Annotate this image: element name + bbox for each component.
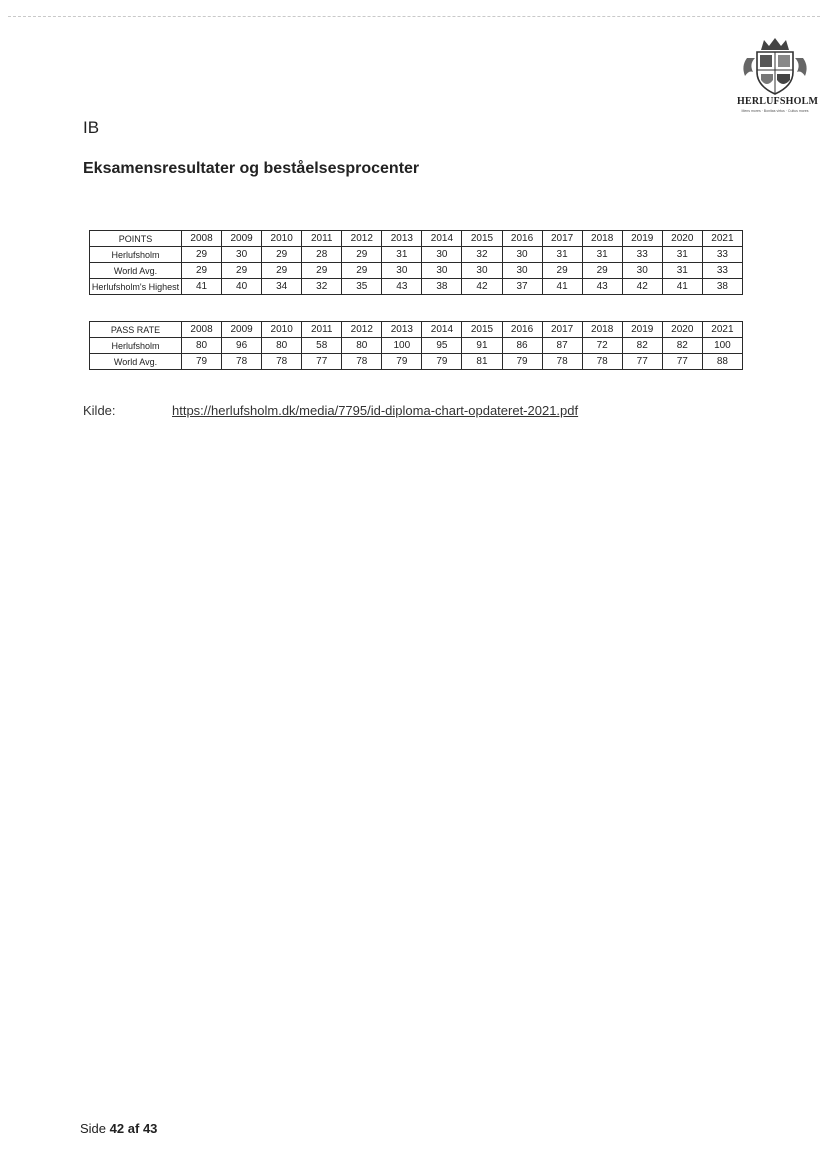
value-cell: 30 [462,263,502,279]
section-label: IB [83,118,100,137]
year-header-cell: 2017 [542,231,582,247]
value-cell: 100 [702,338,742,354]
year-header-cell: 2011 [302,322,342,338]
value-cell: 58 [302,338,342,354]
year-header-cell: 2013 [382,231,422,247]
page-number-footer [80,1121,157,1136]
source-link[interactable]: https://herlufsholm.dk/media/7795/id-diploma-chart-opdateret-2021.pdf [172,403,579,418]
value-cell: 82 [662,338,702,354]
year-header-cell: 2015 [462,231,502,247]
value-cell: 91 [462,338,502,354]
value-cell: 78 [342,354,382,370]
value-cell: 31 [382,247,422,263]
year-header-cell: 2016 [502,322,542,338]
table-row [90,338,743,354]
year-header-cell: 2011 [302,231,342,247]
value-cell: 100 [382,338,422,354]
value-cell: 33 [702,247,742,263]
value-cell: 34 [262,279,302,295]
row-label-cell: World Avg. [90,354,182,370]
value-cell: 38 [422,279,462,295]
value-cell: 72 [582,338,622,354]
value-cell: 31 [542,247,582,263]
value-cell: 42 [462,279,502,295]
table-row [90,354,743,370]
value-cell: 37 [502,279,542,295]
value-cell: 30 [422,247,462,263]
logo-wordmark: HERLUFSHOLM [737,96,819,107]
value-cell: 43 [582,279,622,295]
year-header-cell: 2021 [702,322,742,338]
footer-page: 42 [109,1121,125,1136]
row-label-cell: Herlufsholm [90,338,182,354]
value-cell: 29 [582,263,622,279]
year-header-cell: 2013 [382,322,422,338]
value-cell: 78 [542,354,582,370]
year-header-cell: 2009 [222,322,262,338]
row-label-cell: Herlufsholm [90,247,182,263]
value-cell: 78 [262,354,302,370]
year-header-cell: 2015 [462,322,502,338]
value-cell: 42 [622,279,662,295]
herlufsholm-logo [737,36,819,118]
value-cell: 30 [502,263,542,279]
source-label: Kilde: [83,403,116,418]
points-table [89,230,743,295]
footer-separator: af [127,1121,140,1136]
value-cell: 82 [622,338,662,354]
year-header-cell: 2012 [342,322,382,338]
value-cell: 35 [342,279,382,295]
value-cell: 29 [262,247,302,263]
footer-prefix: Side [80,1121,107,1136]
value-cell: 29 [342,263,382,279]
year-header-cell: 2017 [542,322,582,338]
value-cell: 88 [702,354,742,370]
top-divider [8,16,820,17]
year-header-cell: 2019 [622,322,662,338]
value-cell: 87 [542,338,582,354]
year-header-cell: 2012 [342,231,382,247]
year-header-cell: 2019 [622,231,662,247]
table-row [90,279,743,295]
value-cell: 79 [502,354,542,370]
table-corner-header: PASS RATE [90,322,182,338]
year-header-cell: 2010 [262,231,302,247]
table-row [90,263,743,279]
value-cell: 30 [422,263,462,279]
value-cell: 41 [662,279,702,295]
value-cell: 28 [302,247,342,263]
row-label-cell: World Avg. [90,263,182,279]
year-header-cell: 2020 [662,231,702,247]
page-heading: Eksamensresultater og beståelsesprocenter [83,160,420,177]
value-cell: 41 [182,279,222,295]
value-cell: 31 [662,263,702,279]
points-table-body [90,231,743,295]
value-cell: 79 [182,354,222,370]
value-cell: 78 [582,354,622,370]
value-cell: 32 [302,279,342,295]
value-cell: 29 [182,263,222,279]
footer-total: 43 [142,1121,158,1136]
pass-rate-table-body [90,322,743,370]
year-header-cell: 2014 [422,231,462,247]
year-header-cell: 2020 [662,322,702,338]
year-header-cell: 2018 [582,231,622,247]
year-header-cell: 2021 [702,231,742,247]
value-cell: 43 [382,279,422,295]
value-cell: 30 [382,263,422,279]
value-cell: 79 [382,354,422,370]
year-header-cell: 2014 [422,322,462,338]
value-cell: 38 [702,279,742,295]
year-header-cell: 2008 [182,322,222,338]
value-cell: 32 [462,247,502,263]
value-cell: 29 [262,263,302,279]
value-cell: 95 [422,338,462,354]
crest-icon [737,36,813,96]
value-cell: 80 [182,338,222,354]
value-cell: 29 [222,263,262,279]
year-header-cell: 2008 [182,231,222,247]
logo-motto: Mens mores · Bonitas virtus · Cultus mores [741,109,809,113]
pass-rate-table [89,321,743,370]
value-cell: 31 [662,247,702,263]
value-cell: 86 [502,338,542,354]
value-cell: 81 [462,354,502,370]
value-cell: 80 [342,338,382,354]
value-cell: 78 [222,354,262,370]
value-cell: 29 [302,263,342,279]
value-cell: 79 [422,354,462,370]
value-cell: 80 [262,338,302,354]
value-cell: 30 [622,263,662,279]
year-header-cell: 2010 [262,322,302,338]
value-cell: 33 [702,263,742,279]
value-cell: 41 [542,279,582,295]
year-header-cell: 2016 [502,231,542,247]
table-corner-header: POINTS [90,231,182,247]
table-header-row [90,322,743,338]
year-header-cell: 2009 [222,231,262,247]
value-cell: 29 [342,247,382,263]
value-cell: 33 [622,247,662,263]
value-cell: 40 [222,279,262,295]
value-cell: 31 [582,247,622,263]
value-cell: 77 [302,354,342,370]
value-cell: 30 [222,247,262,263]
value-cell: 77 [622,354,662,370]
year-header-cell: 2018 [582,322,622,338]
row-label-cell: Herlufsholm's Highest [90,279,182,295]
value-cell: 30 [502,247,542,263]
value-cell: 77 [662,354,702,370]
table-header-row [90,231,743,247]
value-cell: 29 [542,263,582,279]
table-row [90,247,743,263]
value-cell: 96 [222,338,262,354]
value-cell: 29 [182,247,222,263]
